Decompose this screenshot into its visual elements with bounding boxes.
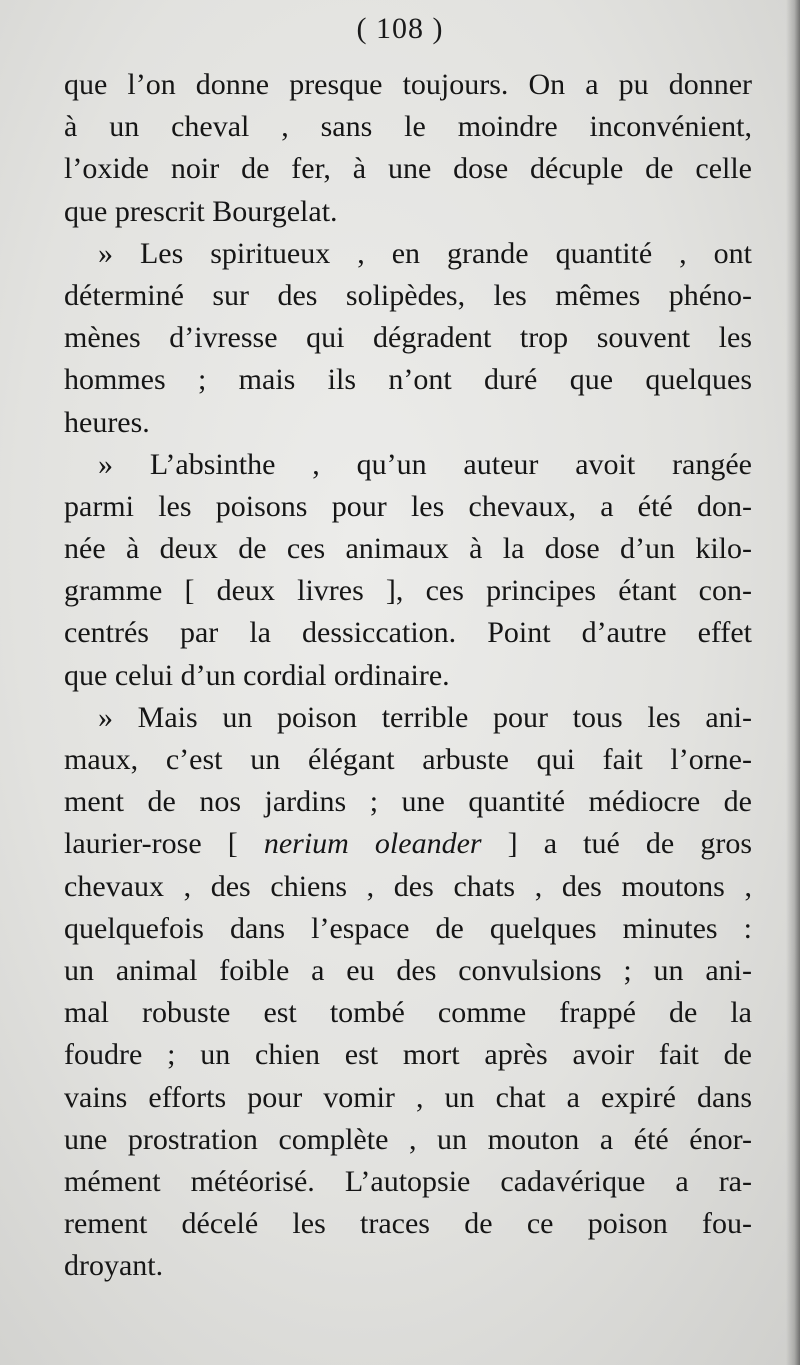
text-line: que prescrit Bourgelat. <box>64 194 338 228</box>
text-line: quelquefois dans l’espace de quelques minutes : <box>64 911 752 945</box>
text-line: un animal foible a eu des convulsions ; un ani- <box>64 953 752 987</box>
text-line: mal robuste est tombé comme frappé de la <box>64 996 752 1030</box>
page-edge-shadow <box>786 0 800 1365</box>
page-number: ( 108 ) <box>356 12 444 45</box>
text-line: l’oxide noir de fer, à une dose décuple de celle <box>64 152 752 186</box>
text-line: droyant. <box>64 1249 164 1283</box>
text-line: » Mais un poison terrible pour tous les ani- <box>98 700 752 734</box>
text-line: que l’on donne presque toujours. On a pu donner <box>64 68 752 101</box>
text-line: chevaux , des chiens , des chats , des moutons , <box>64 869 752 903</box>
italic-latin-name: nerium oleander <box>263 827 482 861</box>
text-line: une prostration complète , un mouton a été énor- <box>64 1122 752 1156</box>
text-line: à un cheval , sans le moindre inconvénient, <box>64 110 752 144</box>
text-line: rement décelé les traces de ce poison fou- <box>64 1207 752 1241</box>
body-text <box>64 64 752 1287</box>
text-line: maux, c’est un élégant arbuste qui fait l’orne- <box>64 743 752 776</box>
text-line <box>64 823 752 865</box>
text-line: » L’absinthe , qu’un auteur avoit rangée <box>98 447 752 481</box>
text-line: née à deux de ces animaux à la dose d’un kilo- <box>64 532 752 566</box>
text-line: heures. <box>64 405 150 439</box>
text-line: vains efforts pour vomir , un chat a expiré dans <box>64 1080 752 1114</box>
text-line: hommes ; mais ils n’ont duré que quelques <box>64 363 752 397</box>
text-line: mément météorisé. L’autopsie cadavérique a ra- <box>64 1164 752 1198</box>
text-segment: laurier-rose [ <box>64 827 264 861</box>
text-line: parmi les poisons pour les chevaux, a été don- <box>64 489 752 523</box>
text-line: » Les spiritueux , en grande quantité , ont <box>98 236 752 270</box>
text-line: centrés par la dessiccation. Point d’autre effet <box>64 616 752 650</box>
text-segment: ] a tué de gros <box>481 827 752 861</box>
text-line: ment de nos jardins ; une quantité médiocre de <box>64 785 752 819</box>
text-line: foudre ; un chien est mort après avoir fait de <box>64 1038 752 1072</box>
text-line: gramme [ deux livres ], ces principes étant con- <box>64 574 752 608</box>
text-line: déterminé sur des solipèdes, les mêmes phéno- <box>64 278 752 312</box>
text-line: que celui d’un cordial ordinaire. <box>64 658 450 692</box>
text-line: mènes d’ivresse qui dégradent trop souvent les <box>64 321 752 355</box>
